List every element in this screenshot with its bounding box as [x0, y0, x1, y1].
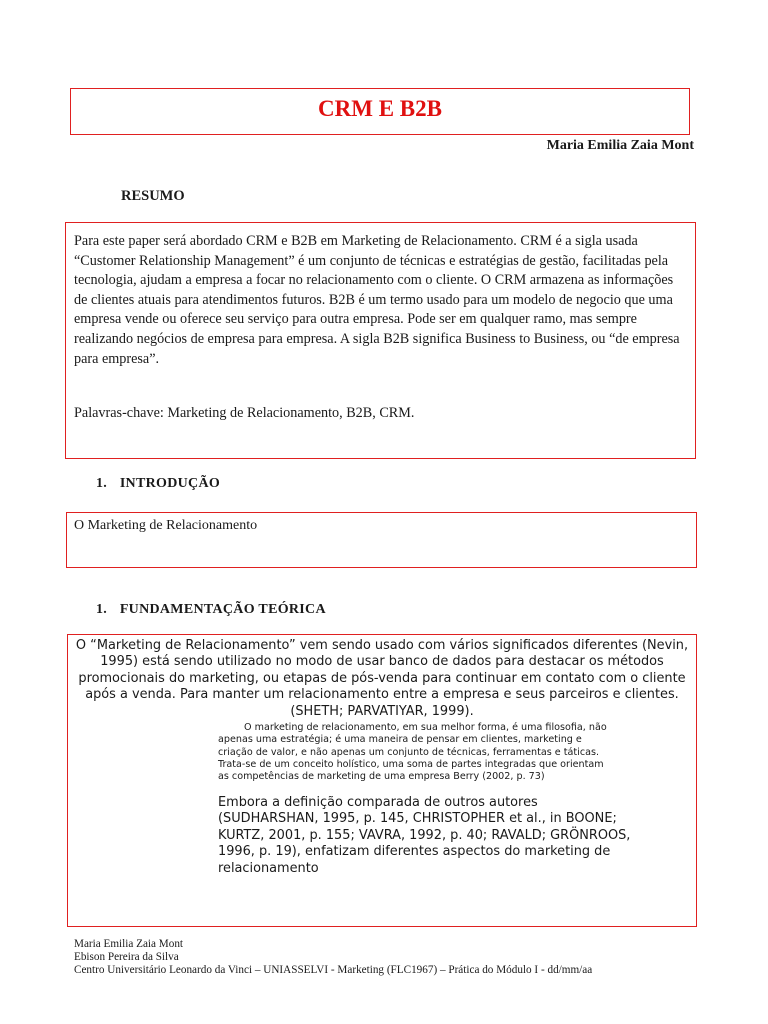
- section-heading-fundamentacao: [96, 602, 326, 618]
- section-number: 1.: [96, 602, 108, 617]
- document-title: CRM E B2B: [318, 96, 442, 121]
- abstract-box: [65, 222, 696, 459]
- section-title: FUNDAMENTAÇÃO TEÓRICA: [119, 602, 326, 617]
- abstract-heading: RESUMO: [121, 188, 185, 204]
- footer-institution: Centro Universitário Leonardo da Vinci – UNIASSELVI - Marketing (FLC1967) – Prática do Módulo I - dd/mm/aa: [74, 964, 593, 977]
- footer-author-2: Ebison Pereira da Silva: [74, 951, 179, 964]
- page-footer: [74, 938, 592, 978]
- introduction-box: [66, 512, 697, 568]
- block-quote: O marketing de relacionamento, em sua melhor forma, é uma filosofia, não apenas uma estratégia; é uma maneira de pensar em clientes, marketing e criação de valor, e não apenas um conjunto de técnicas, ferramentas e táticas. Trata-se de um conceito holístico, uma soma de partes integradas que orientam as competências de marketing de uma empresa Berry (2002, p. 73): [218, 722, 607, 783]
- section-title: INTRODUÇÃO: [119, 476, 221, 491]
- footer-author-1: Maria Emilia Zaia Mont: [74, 938, 184, 950]
- fundamentacao-paragraph-2: Embora a definição comparada de outros autores (SUDHARSHAN, 1995, p. 145, CHRISTOPHER et al., in BOONE; KURTZ, 2001, p. 155; VAVRA, 1992, p. 40; RAVALD; GRÖNROOS, 1996, p. 19), enfatizam diferentes aspectos do marketing de relacionamento: [218, 795, 631, 876]
- fundamentacao-paragraph: O “Marketing de Relacionamento” vem sendo usado com vários significados diferentes (Nevin, 1995) está sendo utilizado no modo de usar banco de dados para destacar os métodos promocionais do marketing, ou etapas de pós-venda para continuar em contato com o cliente após a venda. Para manter um relacionamento entre a empresa e seus parceiros e clientes. (SHETH; PARVATIYAR, 1999).: [75, 638, 689, 719]
- fundamentacao-box: [67, 634, 697, 927]
- author-name: Maria Emilia Zaia Mont: [546, 138, 694, 153]
- title-box: [70, 88, 690, 135]
- introduction-text: O Marketing de Relacionamento: [74, 518, 258, 533]
- keywords: Palavras-chave: Marketing de Relacionamento, B2B, CRM.: [74, 405, 415, 421]
- section-number: 1.: [96, 476, 108, 491]
- abstract-text: Para este paper será abordado CRM e B2B em Marketing de Relacionamento. CRM é a sigla usada “Customer Relationship Management” é um conjunto de técnicas e estratégias de gestão, facilitadas pela tecnologia, ajudam a empresa a focar no relacionamento com o cliente. O CRM armazena as informações de clientes atuais para atendimentos futuros. B2B é um termo usado para um modelo de negocio que uma empresa vende ou oferece seu serviço para outra empresa. Pode ser em qualquer ramo, mas sempre realizando negócios de empresa para empresa. A sigla B2B significa Business to Business, ou “de empresa para empresa”.: [74, 233, 680, 367]
- section-heading-introducao: [96, 476, 220, 492]
